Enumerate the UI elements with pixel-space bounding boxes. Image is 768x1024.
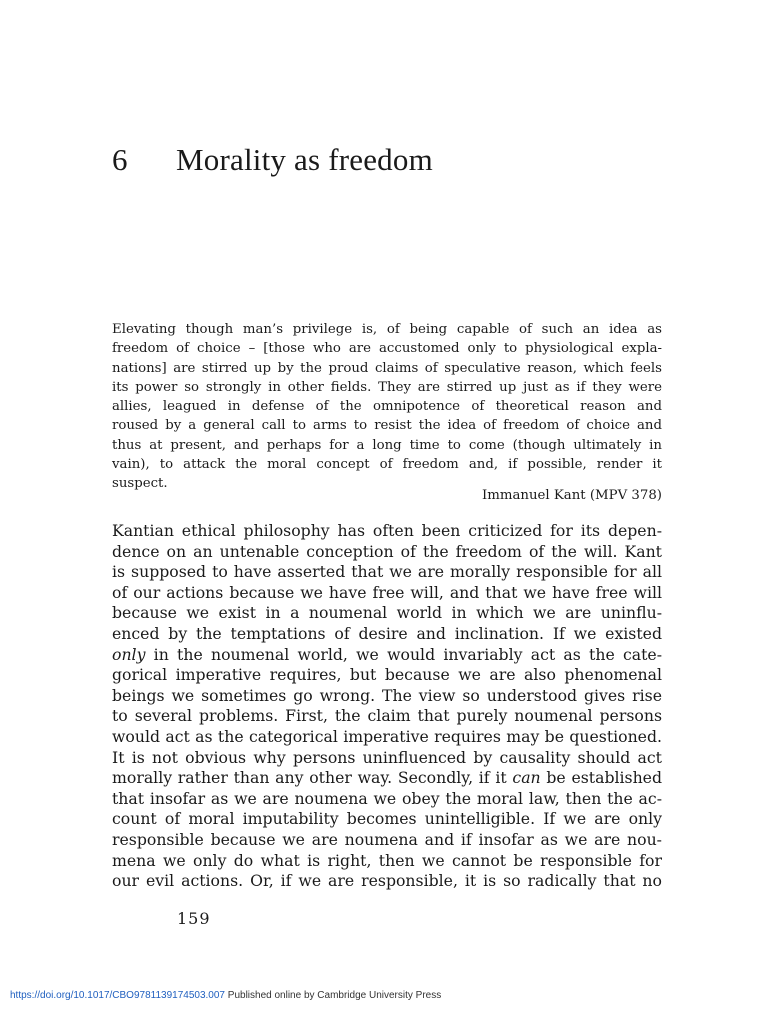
chapter-heading bbox=[112, 142, 433, 178]
body-line: to several problems. First, the claim that purely noumenal persons bbox=[112, 706, 662, 726]
body-line: that insofar as we are noumena we obey the moral law, then the ac- bbox=[112, 788, 662, 808]
body-text bbox=[112, 521, 662, 892]
body-line: responsible because we are noumena and if insofar as we are nou- bbox=[112, 829, 662, 849]
published-note: Published online by Cambridge University Press bbox=[225, 990, 442, 1001]
body-line: count of moral imputability becomes unintelligible. If we are only bbox=[112, 809, 662, 829]
epigraph-line: nations] are stirred up by the proud claims of speculative reason, which feels bbox=[112, 360, 662, 376]
epigraph-line: allies, leagued in defense of the omnipotence of theoretical reason and bbox=[112, 399, 662, 415]
body-line: is supposed to have asserted that we are morally responsible for all bbox=[112, 562, 662, 582]
body-line: of our actions because we have free will, and that we have free will bbox=[112, 582, 662, 602]
body-line: gorical imperative requires, but because we are also phenomenal bbox=[112, 665, 662, 685]
epigraph-line: roused by a general call to arms to resist the idea of freedom of choice and bbox=[112, 418, 662, 434]
epigraph-line: Elevating though man’s privilege is, of being capable of such an idea as bbox=[112, 322, 662, 337]
epigraph-attribution: Immanuel Kant (MPV 378) bbox=[481, 488, 662, 503]
chapter-number: 6 bbox=[112, 142, 128, 177]
footer bbox=[10, 990, 441, 1001]
body-line: mena we only do what is right, then we cannot be responsible for bbox=[112, 850, 662, 870]
epigraph-line: suspect. bbox=[112, 476, 168, 492]
body-line: Kantian ethical philosophy has often been criticized for its depen- bbox=[112, 521, 662, 540]
chapter-title: Morality as freedom bbox=[176, 142, 433, 177]
body-line: dence on an untenable conception of the freedom of the will. Kant bbox=[112, 541, 662, 561]
body-line: only in the noumenal world, we would invariably act as the cate- bbox=[112, 644, 662, 664]
body-line: would act as the categorical imperative requires may be questioned. bbox=[112, 726, 662, 746]
doi-link[interactable]: https://doi.org/10.1017/CBO9781139174503.007 bbox=[10, 990, 225, 1001]
body-line: beings we sometimes go wrong. The view so understood gives rise bbox=[112, 685, 662, 705]
epigraph-line: freedom of choice – [those who are accustomed only to physiological expla- bbox=[112, 341, 662, 357]
epigraph bbox=[112, 320, 662, 494]
epigraph-line: its power so strongly in other fields. They are stirred up just as if they were bbox=[112, 379, 662, 395]
body-line: It is not obvious why persons uninfluenced by causality should act bbox=[112, 747, 662, 767]
body-line: because we exist in a noumenal world in which we are uninflu- bbox=[112, 603, 662, 623]
epigraph-line: vain), to attack the moral concept of freedom and, if possible, render it bbox=[112, 457, 662, 473]
epigraph-line: thus at present, and perhaps for a long time to come (though ultimately in bbox=[112, 437, 662, 453]
page-number: 159 bbox=[177, 909, 211, 928]
body-line: morally rather than any other way. Secondly, if it can be established bbox=[112, 768, 662, 788]
body-line: enced by the temptations of desire and inclination. If we existed bbox=[112, 623, 662, 643]
body-line: our evil actions. Or, if we are responsible, it is so radically that no bbox=[112, 871, 662, 891]
